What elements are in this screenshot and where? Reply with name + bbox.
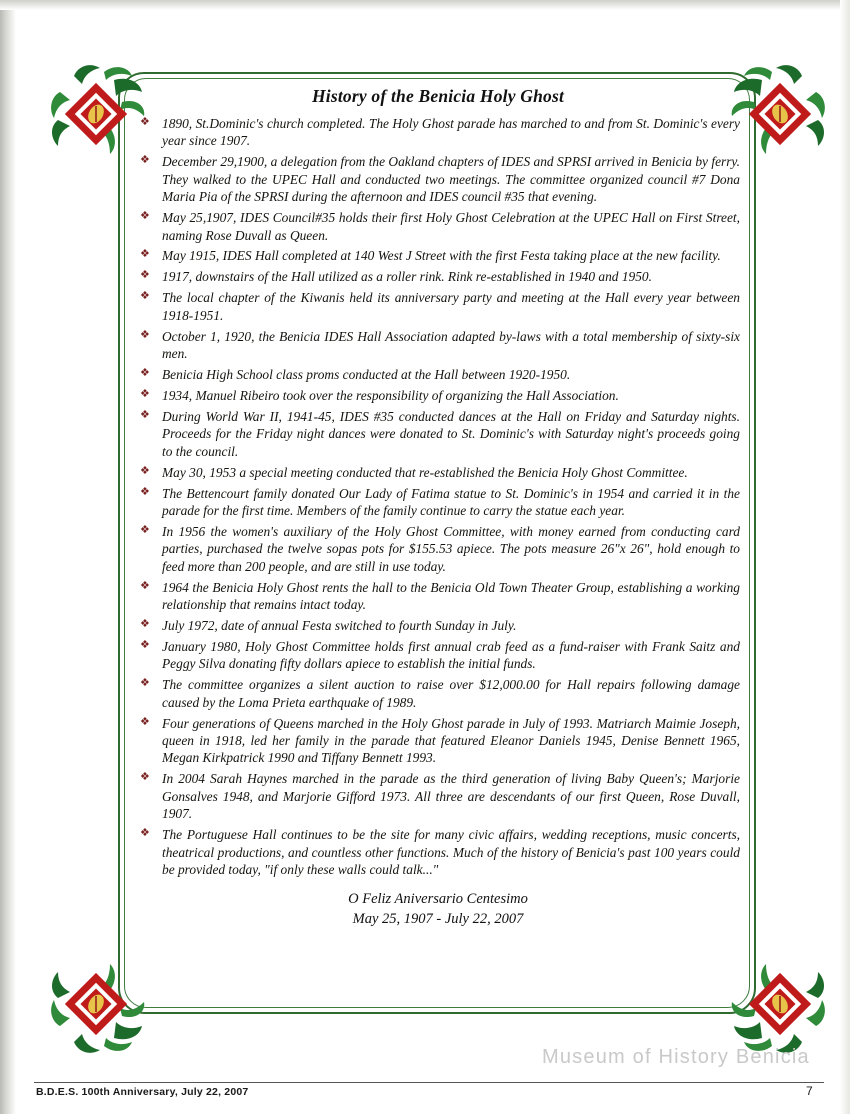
list-item-text: July 1972, date of annual Festa switched to fourth Sunday in July.	[162, 617, 517, 633]
list-item-text: 1964 the Benicia Holy Ghost rents the hall to the Benicia Old Town Theater Group, establishing a working relationship that remains intact today.	[162, 579, 740, 613]
list-item-text: The committee organizes a silent auction to raise over $12,000.00 for Hall repairs following damage caused by the Loma Prieta earthquake of 1989.	[162, 677, 740, 710]
list-item	[136, 153, 740, 205]
diamond-bullet-icon: ❖	[140, 617, 150, 630]
corner-ornament-top-left	[44, 62, 148, 166]
list-item	[136, 366, 740, 383]
diamond-bullet-icon: ❖	[140, 210, 150, 223]
diamond-bullet-icon: ❖	[140, 715, 150, 728]
diamond-bullet-icon: ❖	[140, 269, 150, 282]
page-number: 7	[806, 1084, 813, 1098]
list-item-text: January 1980, Holy Ghost Committee holds first annual crab feed as a fund-raiser with Frank Saitz and Peggy Silva donating fifty dollars apiece to establish the initial funds.	[162, 638, 740, 672]
closing-block	[136, 890, 740, 929]
closing-line-portuguese: O Feliz Aniversario Centesimo	[348, 891, 528, 908]
list-item	[136, 387, 740, 404]
diamond-bullet-icon: ❖	[140, 387, 150, 400]
list-item	[136, 209, 740, 244]
list-item	[136, 408, 740, 460]
list-item-text: 1934, Manuel Ribeiro took over the responsibility of organizing the Hall Association.	[162, 387, 619, 403]
list-item-text: December 29,1900, a delegation from the Oakland chapters of IDES and SPRSI arrived in Benicia by ferry. They walked to the UPEC Hall and conducted two meetings. The committee organized council #7 Dona Maria Pia of the SPRSI during the afternoon and IDES council #35 that evening.	[162, 154, 740, 205]
list-item	[136, 676, 740, 711]
list-item-text: In 1956 the women's auxiliary of the Holy Ghost Committee, with money earned from conducting card parties, purchased the twelve sopas pots for $155.53 apiece. The pots measure 26"x 26", hold enough to feed more than 200 people, and are still in use today.	[162, 523, 740, 574]
diamond-bullet-icon: ❖	[140, 328, 150, 341]
diamond-bullet-icon: ❖	[140, 464, 150, 477]
list-item	[136, 268, 740, 285]
list-item-text: In 2004 Sarah Haynes marched in the parade as the third generation of living Baby Queen's; Marjorie Gonsalves 1948, and Marjorie Gifford 1973. All three are descendants of our first Queen, Rose Duvall, 1907.	[162, 771, 740, 822]
list-item	[136, 485, 740, 520]
list-item-text: The Portuguese Hall continues to be the site for many civic affairs, wedding receptions, music concerts, theatrical productions, and countless other functions. Much of the history of Benicia's past 100 years could be provided today, "if only these walls could talk..."	[162, 827, 740, 877]
list-item-text: The local chapter of the Kiwanis held its anniversary party and meeting at the Hall every year between 1918-1951.	[162, 290, 740, 323]
footer-divider	[34, 1082, 824, 1083]
list-item-text: 1890, St.Dominic's church completed. The Holy Ghost parade has marched to and from St. Dominic's every year since 1907.	[162, 116, 740, 149]
closing-line-dates: May 25, 1907 - July 22, 2007	[352, 910, 524, 927]
footer-caption: B.D.E.S. 100th Anniversary, July 22, 2007	[36, 1086, 249, 1098]
diamond-bullet-icon: ❖	[140, 366, 150, 379]
diamond-bullet-icon: ❖	[140, 154, 150, 167]
history-list	[136, 115, 740, 878]
list-item	[136, 247, 740, 264]
diamond-bullet-icon: ❖	[140, 290, 150, 303]
diamond-bullet-icon: ❖	[140, 485, 150, 498]
list-item	[136, 715, 740, 767]
list-item-text: May 1915, IDES Hall completed at 140 West J Street with the first Festa taking place at the new facility.	[162, 248, 721, 264]
page-edge-shadow-left	[0, 0, 16, 1114]
diamond-bullet-icon: ❖	[140, 638, 150, 651]
diamond-bullet-icon: ❖	[140, 771, 150, 784]
corner-ornament-top-right	[728, 62, 832, 166]
list-item	[136, 289, 740, 324]
diamond-bullet-icon: ❖	[140, 677, 150, 690]
scanned-page	[18, 0, 832, 1114]
corner-ornament-bottom-right	[728, 952, 832, 1056]
list-item-text: Four generations of Queens marched in the Holy Ghost parade in July of 1993. Matriarch Maimie Joseph, queen in 1918, led her family in the parade that featured Eleanor Daniels 1945, Denise Bennett 1965, Megan Kirkpatrick 1990 and Tiffany Bennett 1993.	[162, 715, 740, 766]
list-item	[136, 617, 740, 634]
list-item-text: October 1, 1920, the Benicia IDES Hall Association adapted by-laws with a total membership of sixty-six men.	[162, 328, 740, 362]
list-item	[136, 464, 740, 481]
page-edge-shadow-right	[840, 0, 850, 1114]
diamond-bullet-icon: ❖	[140, 579, 150, 592]
diamond-bullet-icon: ❖	[140, 523, 150, 536]
list-item	[136, 115, 740, 150]
list-item-text: The Bettencourt family donated Our Lady of Fatima statue to St. Dominic's in 1954 and carried it in the parade for the first time. Members of the family continue to carry the statue each year.	[162, 485, 740, 518]
list-item-text: May 25,1907, IDES Council#35 holds their first Holy Ghost Celebration at the UPEC Hall on First Street, naming Rose Duvall as Queen.	[162, 210, 740, 243]
page-title: History of the Benicia Holy Ghost	[311, 86, 565, 106]
diamond-bullet-icon: ❖	[140, 408, 150, 421]
list-item	[136, 770, 740, 822]
list-item-text: Benicia High School class proms conducted at the Hall between 1920-1950.	[162, 366, 571, 382]
document-content	[136, 86, 740, 930]
list-item	[136, 826, 740, 878]
diamond-bullet-icon: ❖	[140, 827, 150, 840]
list-item-text: During World War II, 1941-45, IDES #35 conducted dances at the Hall on Friday and Saturday nights. Proceeds for the Friday night dances were donated to St. Dominic's with Saturday night's proceeds going to the council.	[162, 408, 740, 459]
list-item	[136, 523, 740, 575]
diamond-bullet-icon: ❖	[140, 116, 150, 128]
corner-ornament-bottom-left	[44, 952, 148, 1056]
diamond-bullet-icon: ❖	[140, 248, 150, 261]
list-item	[136, 328, 740, 363]
list-item-text: May 30, 1953 a special meeting conducted that re-established the Benicia Holy Ghost Committee.	[162, 464, 688, 480]
list-item	[136, 579, 740, 614]
watermark-text: Museum of History Benicia	[542, 1046, 810, 1068]
list-item	[136, 638, 740, 673]
list-item-text: 1917, downstairs of the Hall utilized as a roller rink. Rink re-established in 1940 and 1950.	[162, 269, 652, 285]
